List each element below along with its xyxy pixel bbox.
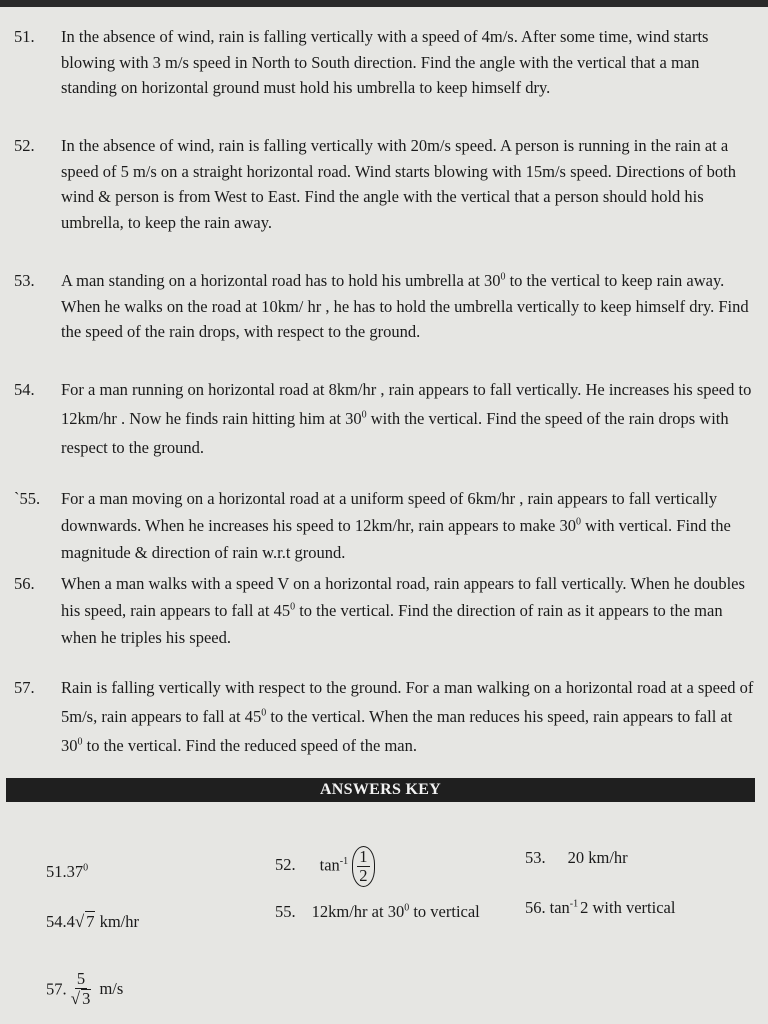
answer-54: 54.4√ 7 km/hr [46, 912, 140, 931]
question-53 [14, 268, 756, 345]
question-number: `55. [14, 489, 41, 508]
question-text: In the absence of wind, rain is falling vertically with 20m/s speed. A person is running in the rain at a speed of 5 m/s on a straight horizontal road. Wind starts blowing with 15m/s speed. Directions of both wind & person is from West to East. Find the angle with the vertical that a person should hold his umbrella, to keep the rain away. [61, 136, 736, 232]
question-number: 52. [14, 136, 35, 155]
question-text: A man standing on a horizontal road has to hold his umbrella at $30^0$ to the vertical to keep rain away. When he walks on the road at 10km/ hr , he has to hold the umbrella vertically to keep himself dry. Find the speed of the rain drops, with respect to the ground. [61, 271, 749, 341]
answer-56: 56. $\tan^{-1} 2$ with vertical [525, 898, 676, 917]
answer-57: 57. $\frac{5}{√ 3}$ m/s [46, 969, 124, 1009]
question-text: For a man running on horizontal road at 8km/hr , rain appears to fall vertically. He increases his speed to 12km/hr . Now he finds rain hitting him at $30^0$ with the vertical. Find the speed of the rain drops with respect to the ground. [61, 380, 752, 457]
question-number: 57. [14, 678, 35, 697]
question-number: 53. [14, 271, 35, 290]
answer-51: 51.37$^0$ [46, 862, 89, 881]
question-52 [14, 133, 756, 235]
answer-53: 53. 20 km/hr [525, 848, 628, 867]
question-51 [14, 24, 756, 101]
fraction-parentheses [352, 846, 374, 887]
question-56 [14, 570, 756, 651]
question-54 [14, 375, 756, 462]
answers-key-title: ANSWERS KEY [319, 781, 442, 798]
fraction: $\frac{1}{2}$ [359, 847, 368, 886]
question-number: 54. [14, 380, 35, 399]
fraction: $\frac{5}{√ 3}$ [70, 969, 91, 1009]
question-text: In the absence of wind, rain is falling vertically with a speed of 4m/s. After some time, wind starts blowing with 3 m/s speed in North to South direction. Find the angle with the vertical that a man standing on horizontal ground must hold his umbrella to keep himself dry. [61, 27, 709, 97]
top-header-bar [0, 0, 768, 7]
answer-55: 55. 12km/hr at $30^0$ to vertical [275, 902, 480, 921]
question-number: 56. [14, 574, 35, 593]
sqrt-symbol: √ [74, 912, 85, 931]
question-text: For a man moving on a horizontal road at a uniform speed of 6km/hr , rain appears to fall vertically downwards. When he increases his speed to 12km/hr, rain appears to make $30^0$ with vertical. Find the magnitude & direction of rain w.r.t ground. [61, 489, 731, 562]
question-number: 51. [14, 27, 35, 46]
question-55 [14, 485, 756, 566]
question-text: Rain is falling vertically with respect to the ground. For a man walking on a horizontal road at a speed of 5m/s, rain appears to fall at $45^0$ to the vertical. When the man reduces his speed, rain appears to fall at $30^0$ to the vertical. Find the reduced speed of the man. [61, 678, 754, 755]
question-57 [14, 673, 756, 760]
question-text: When a man walks with a speed V on a horizontal road, rain appears to fall vertically. When he doubles his speed, rain appears to fall at $45^0$ to the vertical. Find the direction of rain as it appears to the man when he triples his speed. [61, 574, 745, 647]
answers-key-heading [6, 778, 755, 802]
answer-52: 52. $\tan^{-1}$ $\frac{1}{2}$ [275, 846, 375, 887]
